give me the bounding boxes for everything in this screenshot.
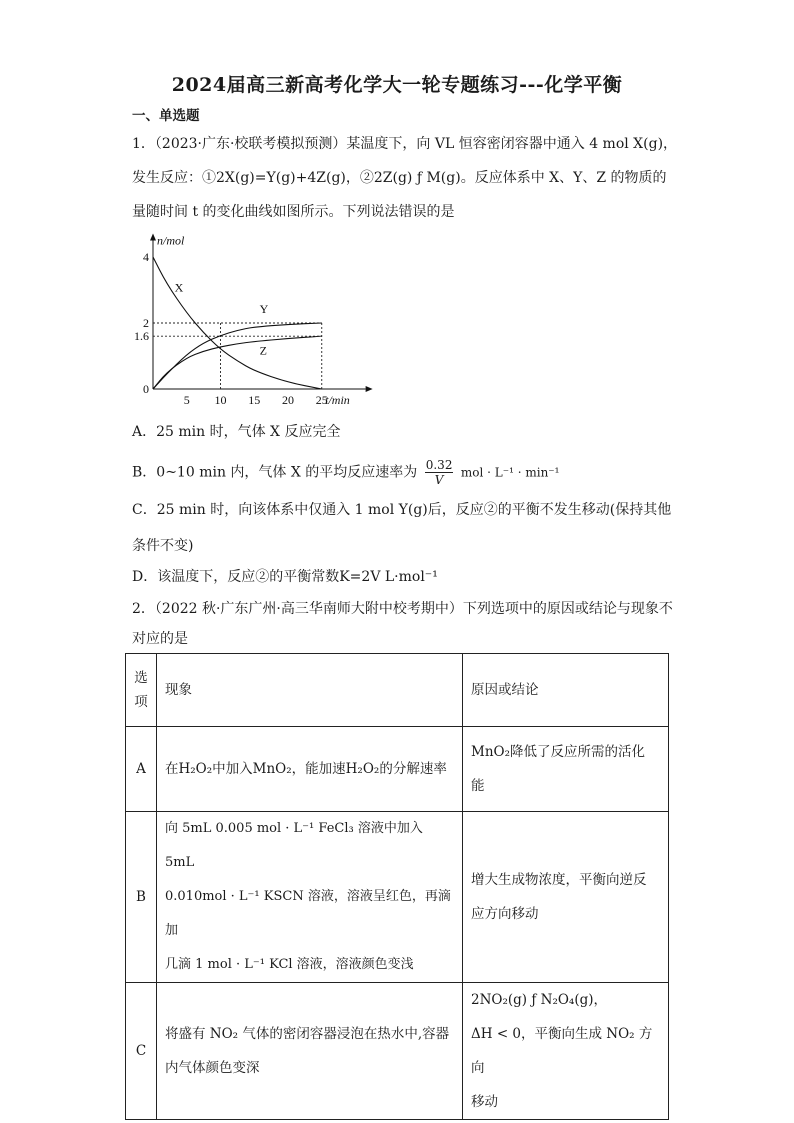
series-x-label: X (174, 280, 184, 295)
phenomenon-line: 将盛有 NO₂ 气体的密闭容器浸泡在热水中,容器 (165, 1026, 450, 1042)
table-row (126, 983, 669, 1120)
q1-option-c-line2: 条件不变) (132, 538, 194, 554)
reason-line: 应方向移动 (471, 906, 539, 922)
phenomenon-line: 向 5mL 0.005 mol · L⁻¹ FeCl₃ 溶液中加入 5mL (165, 821, 423, 870)
phenomenon-line: 几滴 1 mol · L⁻¹ KCl 溶液，溶液颜色变浅 (165, 957, 414, 972)
section-heading: 一、单选题 (132, 108, 200, 124)
row-reason (463, 812, 669, 983)
q2-options-table (125, 653, 669, 1120)
x-tick-label: 10 (214, 393, 227, 407)
header-phenomenon: 现象 (157, 654, 463, 727)
y-tick-label: 0 (143, 382, 149, 396)
rate-unit: mol · L⁻¹ · min⁻¹ (460, 465, 560, 480)
row-option: C (126, 983, 157, 1120)
y-tick-label: 1.6 (134, 329, 149, 344)
header-option-char1: 选 (134, 670, 148, 686)
row-option: A (126, 727, 157, 812)
y-tick-label: 4 (143, 250, 149, 264)
series-y-label: Y (259, 302, 269, 317)
reason-line: MnO₂降低了反应所需的活化 (471, 744, 645, 760)
y-tick-label: 2 (143, 316, 149, 330)
q1-option-d: D．该温度下，反应②的平衡常数K=2V L·mol⁻¹ (132, 569, 438, 585)
row-option: B (126, 812, 157, 983)
q1-stem-line1: 1．（2023·广东·校联考模拟预测）某温度下，向 VL 恒容密闭容器中通入 4 mol X(g)， (132, 136, 678, 152)
reason-line: 能 (471, 778, 485, 794)
option-b-text: B．0~10 min 内，气体 X 的平均反应速率为 (132, 464, 418, 481)
row-reason (463, 983, 669, 1120)
q2-stem-line1: 2．（2022 秋·广东广州·高三华南师大附中校考期中）下列选项中的原因或结论与现象不 (132, 601, 673, 617)
fraction-numerator: 0.32 (425, 458, 453, 472)
row-phenomenon (157, 812, 463, 983)
series-z-label: Z (259, 343, 267, 358)
row-phenomenon (157, 983, 463, 1120)
row-reason (463, 727, 669, 812)
table-row (126, 727, 669, 812)
q1-stem-line2: 发生反应：①2X(g)=Y(g)+4Z(g)，②2Z(g) ƒ M(g)。反应体系中 X、Y、Z 的物质的 (132, 170, 667, 186)
series-y-line (153, 323, 322, 389)
q2-stem-line2: 对应的是 (132, 631, 188, 647)
q1-option-b (132, 458, 559, 487)
x-tick-label: 15 (248, 393, 261, 407)
x-tick-label: 20 (282, 393, 294, 407)
y-axis-arrow (150, 234, 156, 241)
q1-option-c-line1: C．25 min 时，向该体系中仅通入 1 mol Y(g)后，反应②的平衡不发生移动(保持其他 (132, 502, 672, 518)
phenomenon-line: 0.010mol · L⁻¹ KSCN 溶液，溶液呈红色，再滴加 (165, 889, 451, 938)
page-title: 2024届高三新高考化学大一轮专题练习---化学平衡 (171, 74, 623, 96)
header-option (126, 654, 157, 727)
table-row (126, 812, 669, 983)
header-option-char2: 项 (134, 694, 148, 710)
x-axis-arrow (366, 386, 373, 392)
q1-option-a: A．25 min 时，气体 X 反应完全 (132, 424, 341, 440)
reason-line: 增大生成物浓度，平衡向逆反 (471, 872, 647, 888)
row-phenomenon: 在H₂O₂中加入MnO₂，能加速H₂O₂的分解速率 (157, 727, 463, 812)
y-axis-label: n/mol (157, 233, 185, 248)
x-axis-label: t/min (325, 393, 350, 407)
phenomenon-line: 内气体颜色变深 (165, 1060, 260, 1076)
q1-stem-line3: 量随时间 t 的变化曲线如图所示。下列说法错误的是 (132, 204, 455, 220)
rate-fraction (425, 458, 454, 487)
reason-line: 2NO₂(g) ƒ N₂O₄(g)， (471, 992, 608, 1008)
q1-chart (134, 232, 370, 410)
x-tick-label: 25 (315, 393, 328, 407)
reason-line: ΔH < 0，平衡向生成 NO₂ 方向 (471, 1026, 653, 1076)
reason-line: 移动 (471, 1094, 498, 1110)
header-reason: 原因或结论 (463, 654, 669, 727)
table-header-row (126, 654, 669, 727)
fraction-denominator: V (434, 473, 444, 487)
x-tick-label: 5 (183, 393, 190, 407)
